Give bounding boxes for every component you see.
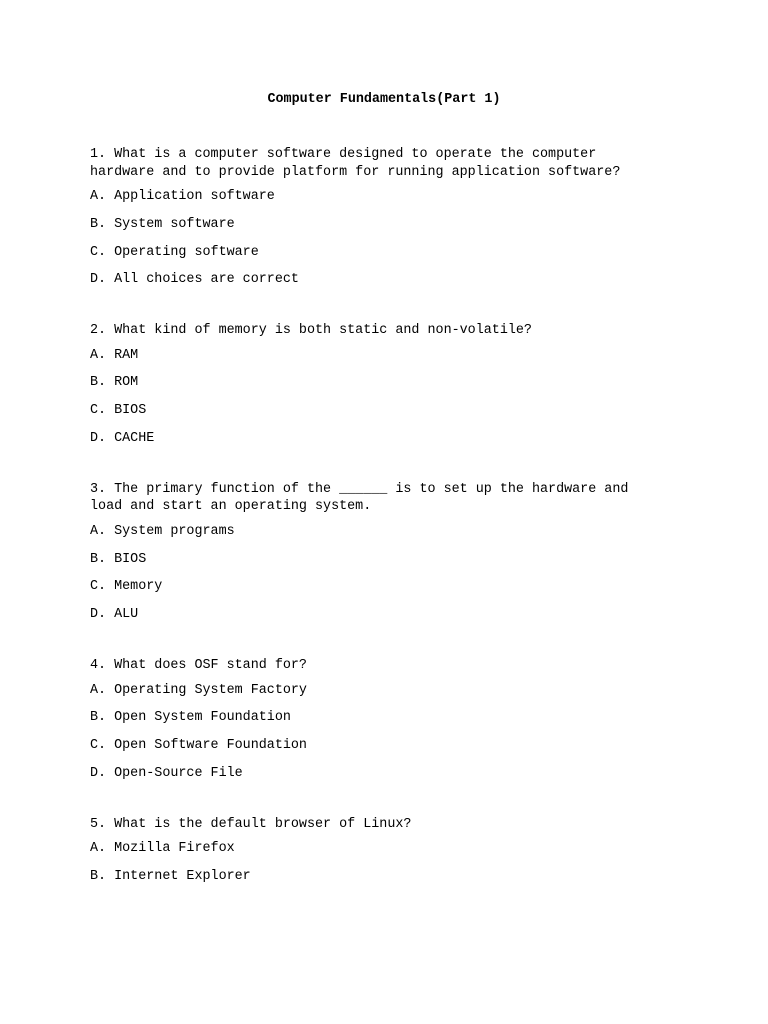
question-text: 5. What is the default browser of Linux? [90,816,412,832]
answer-option-c: C. BIOS [90,403,147,419]
answer-option-b: B. BIOS [90,551,147,567]
question-text: 4. What does OSF stand for? [90,658,307,674]
question-2 [90,322,690,453]
answer-option-d: D. CACHE [90,431,155,447]
question-text: 2. What kind of memory is both static and non-volatile? [90,323,532,339]
answer-option-a: A. Mozilla Firefox [90,841,235,857]
question-5 [90,816,690,891]
answer-option-b: B. ROM [90,375,139,391]
question-text: 3. The primary function of the ______ is to set up the hardware and load and start an operating system. [90,481,629,515]
answer-option-a: A. System programs [90,523,235,539]
answer-option-b: B. Open System Foundation [90,710,291,726]
answer-option-c: C. Operating software [90,244,259,260]
answer-option-b: B. Internet Explorer [90,869,251,885]
question-3 [90,481,690,629]
answer-option-a: A. Application software [90,189,275,204]
page-title: Computer Fundamentals(Part 1) [267,92,501,107]
answer-option-c: C. Memory [90,579,163,595]
answer-option-a: A. RAM [90,347,139,363]
answer-option-c: C. Open Software Foundation [90,738,307,754]
question-list [90,146,690,919]
question-text: 1. What is a computer software designed to operate the computer hardware and to provide platform for running application software? [90,147,621,180]
answer-option-b: B. System software [90,216,235,232]
answer-option-d: D. Open-Source File [90,765,243,781]
answer-option-a: A. Operating System Factory [90,682,307,698]
answer-option-d: D. All choices are correct [90,272,299,288]
question-1 [90,146,690,294]
answer-option-d: D. ALU [90,607,139,623]
question-4 [90,657,690,788]
